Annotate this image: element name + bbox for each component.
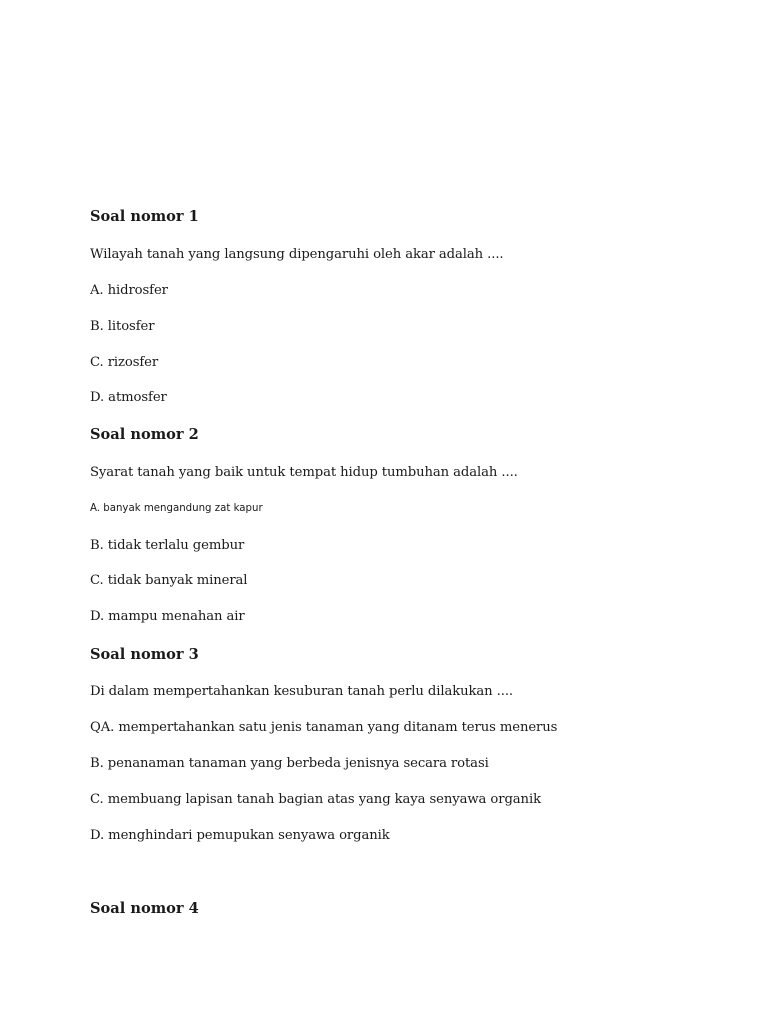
question-3-text: Di dalam mempertahankan kesuburan tanah perlu dilakukan .... <box>90 684 514 699</box>
question-2-text: Syarat tanah yang baik untuk tempat hidup tumbuhan adalah .... <box>90 465 518 480</box>
question-1-option-c: C. rizosfer <box>90 355 159 370</box>
question-2-option-b: B. tidak terlalu gembur <box>90 538 245 553</box>
question-3-title: Soal nomor 3 <box>90 646 199 663</box>
question-1-title: Soal nomor 1 <box>90 208 199 225</box>
question-2-option-a: A. banyak mengandung zat kapur <box>90 503 263 514</box>
question-1-text: Wilayah tanah yang langsung dipengaruhi oleh akar adalah .... <box>90 247 504 262</box>
question-1-option-d: D. atmosfer <box>90 390 167 405</box>
question-4-title: Soal nomor 4 <box>90 900 199 917</box>
question-2-option-c: C. tidak banyak mineral <box>90 573 248 588</box>
question-1-option-a: A. hidrosfer <box>90 283 168 298</box>
question-2-option-d: D. mampu menahan air <box>90 609 245 624</box>
question-2-title: Soal nomor 2 <box>90 426 199 443</box>
question-3-option-d: D. menghindari pemupukan senyawa organik <box>90 828 390 843</box>
question-3-option-a: QA. mempertahankan satu jenis tanaman yang ditanam terus menerus <box>90 720 558 735</box>
question-3-option-b: B. penanaman tanaman yang berbeda jenisnya secara rotasi <box>90 756 489 771</box>
question-3-option-c: C. membuang lapisan tanah bagian atas yang kaya senyawa organik <box>90 792 541 807</box>
question-1-option-b: B. litosfer <box>90 319 155 334</box>
